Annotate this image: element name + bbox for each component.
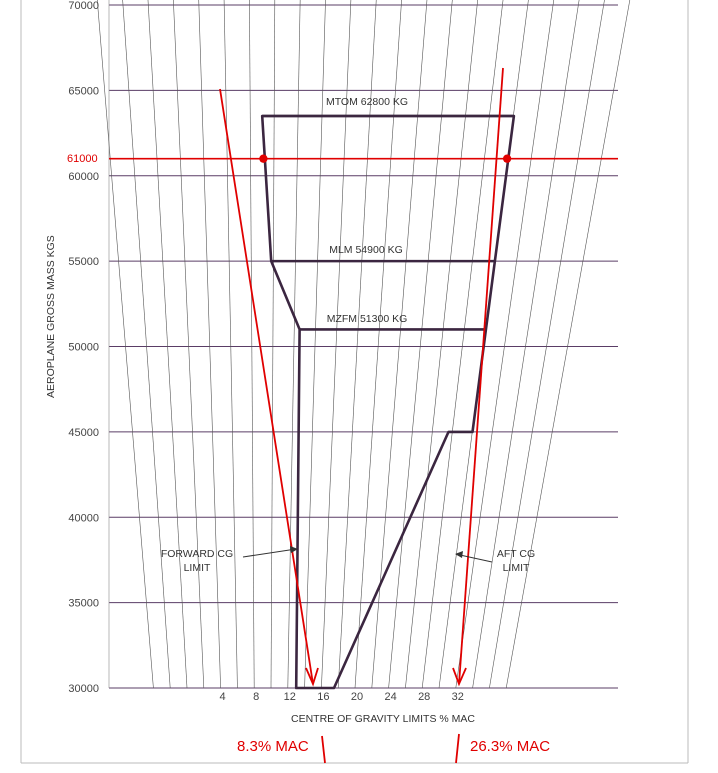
red-aft-tail	[456, 734, 459, 763]
forward-result-label: 8.3% MAC	[237, 738, 309, 755]
aft-cg-pointer	[460, 555, 492, 562]
y-tick-70000: 70000	[68, 0, 99, 12]
x-tick-32: 32	[451, 691, 464, 703]
x-tick-24: 24	[384, 691, 397, 703]
x-tick-28: 28	[418, 691, 431, 703]
y-axis-title: AEROPLANE GROSS MASS KGS	[45, 235, 57, 398]
mac-line--4	[97, 0, 153, 688]
y-tick-55000: 55000	[68, 256, 99, 269]
y-tick-30000: 30000	[68, 683, 99, 695]
mac-line-4	[199, 0, 221, 688]
x-tick-20: 20	[350, 691, 364, 703]
y-tick-40000: 40000	[68, 512, 99, 525]
forward-cg-pointer	[243, 549, 296, 557]
x-axis-title: CENTRE OF GRAVITY LIMITS % MAC	[291, 713, 475, 725]
red-mass-label: 61000	[67, 153, 98, 165]
mac-line-32	[456, 0, 554, 688]
x-tick-16: 16	[317, 691, 330, 703]
red-forward-tail	[322, 736, 325, 763]
mac-line-2	[173, 0, 203, 688]
red-aft-point	[503, 154, 511, 162]
mac-line-8	[249, 0, 254, 688]
mac-line-38	[506, 0, 630, 688]
y-tick-45000: 45000	[68, 426, 99, 439]
mlm-label: MLM 54900 KG	[329, 244, 403, 256]
y-tick-65000: 65000	[68, 85, 99, 98]
mac-line-0	[148, 0, 187, 688]
x-tick-8: 8	[253, 691, 260, 703]
x-tick-4: 4	[219, 691, 226, 703]
y-tick-60000: 60000	[68, 170, 99, 183]
mac-line-34	[473, 0, 580, 688]
red-aft-line	[459, 68, 503, 684]
mac-line-14	[305, 0, 326, 688]
y-tick-50000: 50000	[68, 341, 99, 354]
mac-line-10	[271, 0, 275, 688]
red-forward-point	[259, 154, 267, 162]
mac-line-28	[422, 0, 503, 688]
mtom-label: MTOM 62800 KG	[325, 96, 409, 108]
aft-cg-label: AFT CG LIMIT	[496, 548, 536, 574]
forward-cg-label: FORWARD CG LIMIT	[160, 548, 234, 574]
aft-result-label: 26.3% MAC	[470, 738, 551, 755]
mzfm-label: MZFM 51300 KG	[326, 313, 408, 325]
y-tick-35000: 35000	[68, 597, 99, 610]
x-tick-12: 12	[283, 691, 296, 703]
mac-line--2	[123, 0, 171, 688]
mac-line-36	[489, 0, 604, 688]
mac-line-6	[224, 0, 237, 688]
